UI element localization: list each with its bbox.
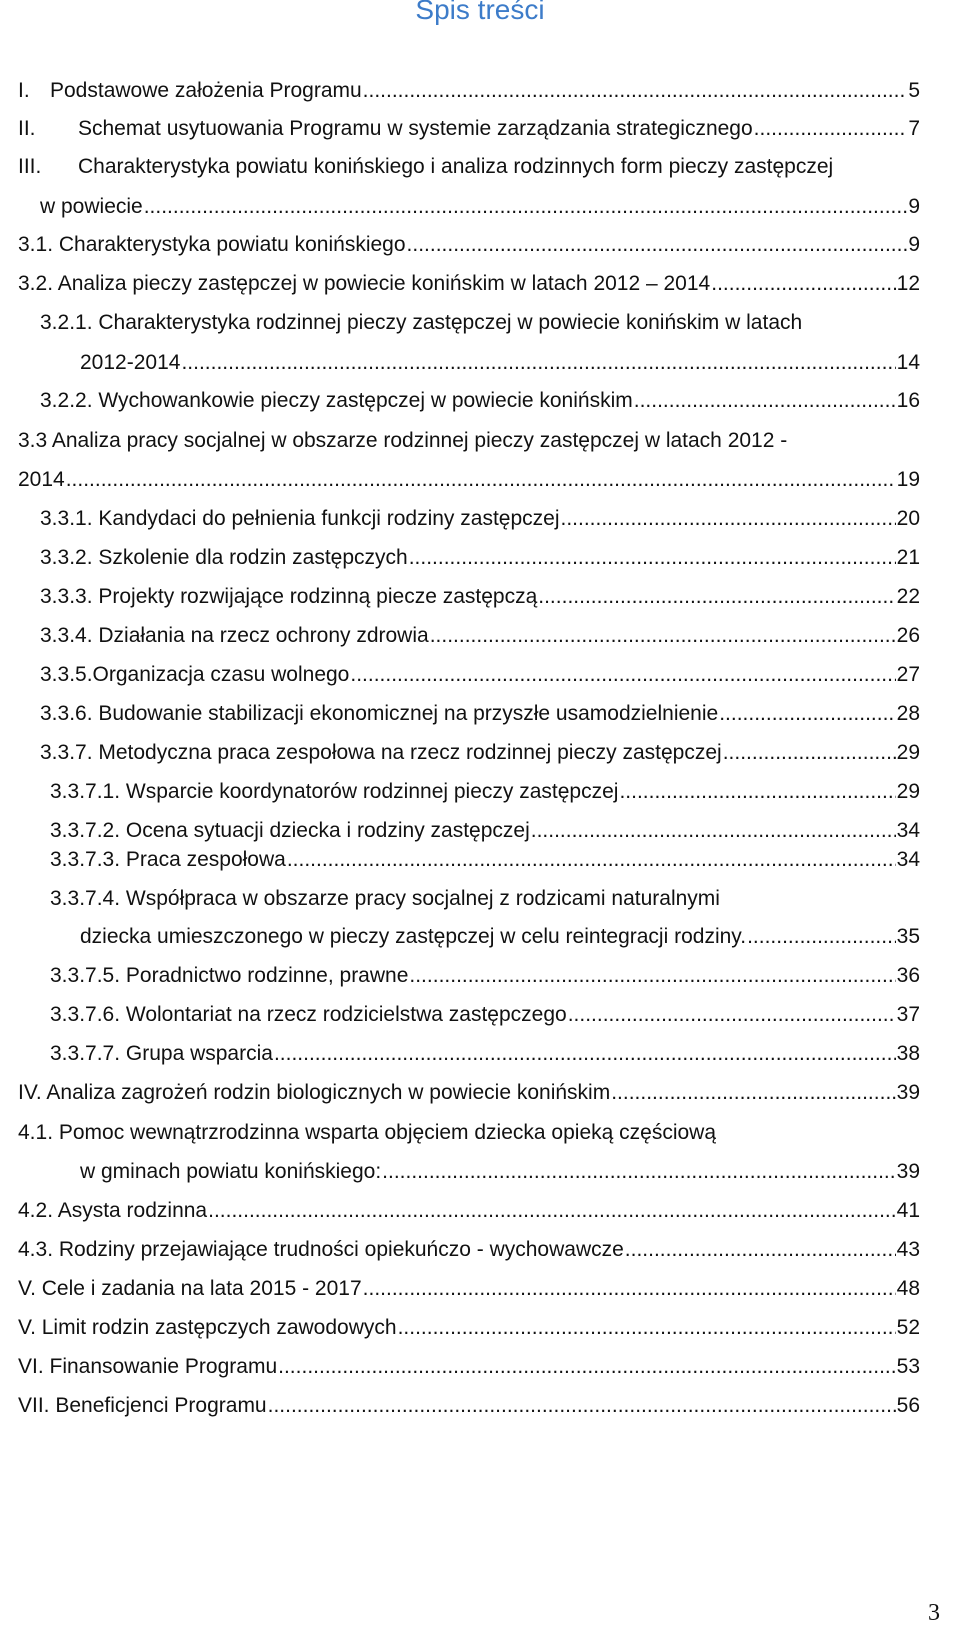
toc-dot-leader	[719, 701, 895, 727]
toc-entry-title: 3.3.2. Szkolenie dla rodzin zastępczych	[40, 546, 408, 569]
toc-entry-title: V. Cele i zadania na lata 2015 - 2017	[18, 1277, 362, 1300]
toc-entry[interactable]	[40, 584, 920, 610]
toc-entry-title: w gminach powiatu konińskiego:	[80, 1160, 382, 1183]
toc-entry-title: 3.3.4. Działania na rzecz ochrony zdrowia	[40, 624, 429, 647]
toc-entry-title: 3.3.7.3. Praca zespołowa	[50, 848, 286, 871]
toc-dot-leader	[711, 271, 895, 297]
toc-entry-page: 52	[896, 1316, 920, 1339]
toc-dot-leader	[208, 1198, 896, 1224]
toc-entry-page: 26	[896, 624, 920, 647]
toc-entry-title: VI. Finansowanie Programu	[18, 1355, 278, 1378]
toc-entry-number: III.	[18, 155, 42, 178]
toc-dot-leader	[409, 963, 895, 989]
toc-dot-leader	[278, 1354, 896, 1380]
toc-dot-leader	[619, 779, 895, 805]
toc-entry[interactable]	[18, 232, 920, 258]
toc-entry-title: VII. Beneficjenci Programu	[18, 1394, 267, 1417]
toc-entry[interactable]	[40, 701, 920, 727]
toc-entry[interactable]	[18, 467, 920, 493]
toc-entry-title: 3.2. Analiza pieczy zastępczej w powiecie konińskim w latach 2012 – 2014	[18, 272, 711, 295]
toc-entry-title: 3.1. Charakterystyka powiatu konińskiego	[18, 233, 406, 256]
toc-entry[interactable]	[80, 924, 920, 950]
toc-entry-page: 38	[896, 1042, 920, 1065]
toc-dot-leader	[350, 662, 895, 688]
toc-entry[interactable]	[50, 1002, 920, 1028]
toc-entry-title[interactable]: Charakterystyka powiatu konińskiego i analiza rodzinnych form pieczy zastępczej	[78, 155, 834, 178]
toc-entry-page: 56	[896, 1394, 920, 1417]
toc-entry-page: 22	[896, 585, 920, 608]
toc-dot-leader	[409, 545, 896, 571]
toc-entry[interactable]	[18, 1276, 920, 1302]
toc-entry-page: 36	[896, 964, 920, 987]
toc-entry-title: 3.3.7.6. Wolontariat na rzecz rodzicielstwa zastępczego	[50, 1003, 567, 1026]
toc-entry[interactable]	[50, 1041, 920, 1067]
toc-entry-title: 3.3.5.Organizacja czasu wolnego	[40, 663, 350, 686]
toc-dot-leader	[634, 388, 896, 414]
toc-entry-page: 12	[896, 272, 920, 295]
toc-entry-page: 41	[896, 1199, 920, 1222]
toc-entry[interactable]	[40, 506, 920, 532]
toc-entry-title: 3.3.6. Budowanie stabilizacji ekonomicznej na przyszłe usamodzielnienie	[40, 702, 719, 725]
toc-entry-title: IV. Analiza zagrożeń rodzin biologicznych w powiecie konińskim	[18, 1081, 611, 1104]
toc-entry-title: 3.3.7.1. Wsparcie koordynatorów rodzinnej pieczy zastępczej	[50, 780, 619, 803]
toc-entry-title: 4.2. Asysta rodzinna	[18, 1199, 208, 1222]
toc-entry-number: II.	[18, 117, 36, 140]
toc-entry-page: 39	[896, 1160, 920, 1183]
toc-entry[interactable]	[50, 818, 920, 844]
toc-entry-title: Schemat usytuowania Programu w systemie zarządzania strategicznego	[78, 117, 753, 140]
toc-entry-page: 28	[896, 702, 920, 725]
toc-entry-page: 27	[896, 663, 920, 686]
toc-entry-page: 53	[896, 1355, 920, 1378]
toc-entry[interactable]	[40, 194, 920, 220]
toc-entry[interactable]	[40, 623, 920, 649]
toc-dot-leader	[538, 584, 895, 610]
page-title: Spis treści	[415, 0, 545, 25]
toc-entry[interactable]	[40, 662, 920, 688]
toc-entry-page: 21	[896, 546, 920, 569]
toc-entry-page: 48	[896, 1277, 920, 1300]
toc-entry-title: 3.3.7. Metodyczna praca zespołowa na rzecz rodzinnej pieczy zastępczej	[40, 741, 722, 764]
toc-dot-leader	[363, 1276, 896, 1302]
toc-entry-page: 29	[896, 780, 920, 803]
toc-dot-leader	[268, 1393, 896, 1419]
toc-entry-title: 3.3.7.7. Grupa wsparcia	[50, 1042, 273, 1065]
toc-entry-page: 35	[896, 925, 920, 948]
toc-entry-title: 2014	[18, 468, 65, 491]
toc-entry-page: 34	[896, 819, 920, 842]
toc-entry-page: 7	[908, 117, 920, 140]
toc-dot-leader	[560, 506, 895, 532]
toc-entry-page: 37	[896, 1003, 920, 1026]
toc-entry[interactable]	[18, 1080, 920, 1106]
toc-entry-title: 3.3.7.5. Poradnictwo rodzinne, prawne	[50, 964, 409, 987]
toc-dot-leader	[363, 78, 908, 104]
toc-dot-leader	[407, 232, 908, 258]
toc-entry-title: 2012-2014	[80, 351, 181, 374]
toc-dot-leader	[274, 1041, 896, 1067]
toc-entry[interactable]	[80, 1159, 920, 1185]
toc-dot-leader	[568, 1002, 896, 1028]
toc-dot-leader	[611, 1080, 895, 1106]
toc-entry-title: dziecka umieszczonego w pieczy zastępczej w celu reintegracji rodziny.	[80, 925, 747, 948]
toc-entry-title: 4.3. Rodziny przejawiające trudności opiekuńczo - wychowawcze	[18, 1238, 624, 1261]
toc-dot-leader	[382, 1159, 895, 1185]
toc-entry-page: 19	[896, 468, 920, 491]
toc-entry[interactable]	[50, 779, 920, 805]
toc-entry-page: 5	[908, 79, 920, 102]
toc-dot-leader	[66, 467, 896, 493]
toc-entry-title: w powiecie	[40, 195, 143, 218]
toc-entry[interactable]	[40, 545, 920, 571]
toc-dot-leader	[144, 194, 908, 220]
toc-entry-number: I.	[18, 79, 30, 102]
toc-entry-page: 14	[896, 351, 920, 374]
toc-entry[interactable]	[78, 116, 920, 142]
toc-dot-leader	[181, 350, 895, 376]
toc-entry-page: 9	[908, 233, 920, 256]
toc-entry-page: 34	[896, 848, 920, 871]
toc-dot-leader	[754, 116, 908, 142]
toc-entry-title[interactable]: 4.1. Pomoc wewnątrzrodzinna wsparta objęciem dziecka opieką częściową	[18, 1121, 717, 1144]
toc-entry-title[interactable]: 3.3 Analiza pracy socjalnej w obszarze rodzinnej pieczy zastępczej w latach 2012 -	[18, 429, 788, 452]
toc-entry-page: 9	[908, 195, 920, 218]
toc-entry-title: 3.3.3. Projekty rozwijające rodzinną piecze zastępczą	[40, 585, 538, 608]
toc-entry[interactable]	[40, 740, 920, 766]
toc-dot-leader	[723, 740, 896, 766]
toc-entry[interactable]	[18, 1393, 920, 1419]
toc-dot-leader	[287, 847, 896, 873]
toc-entry[interactable]	[40, 388, 920, 414]
toc-entry-title[interactable]: 3.2.1. Charakterystyka rodzinnej pieczy zastępczej w powiecie konińskim w latach	[40, 311, 803, 334]
toc-entry-title: 3.3.1. Kandydaci do pełnienia funkcji rodziny zastępczej	[40, 507, 560, 530]
toc-entry-title[interactable]: 3.3.7.4. Współpraca w obszarze pracy socjalnej z rodzicami naturalnymi	[50, 887, 720, 910]
toc-dot-leader	[430, 623, 896, 649]
toc-entry[interactable]	[50, 963, 920, 989]
toc-entry-title: 3.3.7.2. Ocena sytuacji dziecka i rodziny zastępczej	[50, 819, 530, 842]
toc-entry[interactable]	[18, 1354, 920, 1380]
toc-entry-page: 43	[896, 1238, 920, 1261]
page-number: 3	[928, 1600, 940, 1626]
toc-entry[interactable]	[80, 350, 920, 376]
toc-entry-title: 3.2.2. Wychowankowie pieczy zastępczej w powiecie konińskim	[40, 389, 633, 412]
toc-dot-leader	[625, 1237, 896, 1263]
toc-entry[interactable]	[18, 1198, 920, 1224]
toc-dot-leader	[531, 818, 896, 844]
toc-entry[interactable]	[18, 1315, 920, 1341]
toc-entry-title: Podstawowe założenia Programu	[50, 79, 362, 102]
toc-entry-title: V. Limit rodzin zastępczych zawodowych	[18, 1316, 397, 1339]
toc-entry[interactable]	[50, 78, 920, 104]
toc-dot-leader	[747, 924, 896, 950]
toc-entry-page: 39	[896, 1081, 920, 1104]
toc-entry-page: 20	[896, 507, 920, 530]
toc-entry-page: 16	[896, 389, 920, 412]
toc-dot-leader	[398, 1315, 896, 1341]
toc-entry-page: 29	[896, 741, 920, 764]
toc-entry[interactable]	[18, 1237, 920, 1263]
toc-entry[interactable]	[50, 847, 920, 873]
toc-entry[interactable]	[18, 271, 920, 297]
